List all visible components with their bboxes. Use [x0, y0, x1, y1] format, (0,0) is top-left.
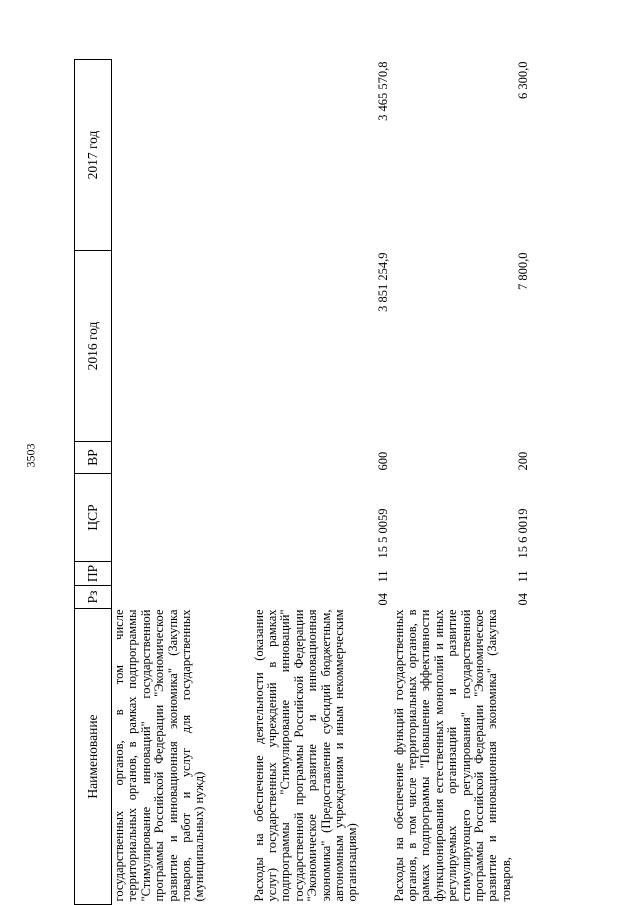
- budget-table: [74, 59, 532, 905]
- row-amount-2017: 3 465 570,8: [376, 61, 391, 121]
- row-pr: 11: [516, 570, 531, 583]
- header-2017: 2017 год: [75, 60, 112, 251]
- row-vr: 200: [516, 451, 531, 471]
- row-amount-2017: [112, 60, 252, 251]
- row-csr: 15 6 0019: [516, 508, 531, 559]
- table-row: [252, 60, 392, 905]
- header-pr: ПР: [75, 562, 112, 586]
- row-rz: [112, 586, 252, 609]
- row-rz: 04: [516, 593, 531, 606]
- header-2016: 2016 год: [75, 251, 112, 442]
- row-amount-2016: 7 800,0: [516, 252, 531, 290]
- table-header-row: [75, 60, 112, 905]
- row-vr: 600: [376, 451, 391, 471]
- row-rz: 04: [376, 593, 391, 606]
- row-amount-2017: 6 300,0: [516, 61, 531, 99]
- row-name: Расходы на обеспечение деятельности (оказание услуг) государственных учреждений в рамках подпрограммы "Стимулирование инноваций" государственной программы Российской Федерации "Экономическое развитие и инновационная экономика" (Предоставление субсидий бюджетным, автономным учреждениям и иным некоммерческим организациям): [251, 609, 360, 902]
- row-pr: [112, 562, 252, 586]
- row-name: Расходы на обеспечение функций государственных органов, в том числе территориальных органов, в рамках подпрограммы "Повышение эффективности функционирования естественных монополий и иных регулируемых организаций и развитие стимулирующего регулирования" государственной программы Российской Федерации "Экономическое развитие и инновационная экономика" (Закупка товаров,: [391, 609, 513, 902]
- table-row: [392, 60, 532, 905]
- row-amount-2016: 3 851 254,9: [376, 252, 391, 312]
- header-csr: ЦСР: [75, 474, 112, 562]
- header-vr: ВР: [75, 442, 112, 474]
- row-vr: [112, 442, 252, 474]
- row-csr: [112, 474, 252, 562]
- header-name: Наименование: [75, 609, 112, 905]
- row-csr: 15 5 0059: [376, 508, 391, 559]
- row-pr: 11: [376, 570, 391, 583]
- page-number: 3503: [23, 443, 38, 468]
- table-row: [112, 60, 252, 905]
- budget-table-container: [74, 60, 574, 905]
- row-name: государственных органов, в том числе территориальных органов, в рамках подпрограммы "Стимулирование инноваций" государственной программы Российской Федерации "Экономическое развитие и инновационная экономика" (Закупка товаров, работ и услуг для государственных (муниципальных) нужд): [112, 609, 207, 902]
- header-rz: Рз: [75, 586, 112, 609]
- row-amount-2016: [112, 251, 252, 442]
